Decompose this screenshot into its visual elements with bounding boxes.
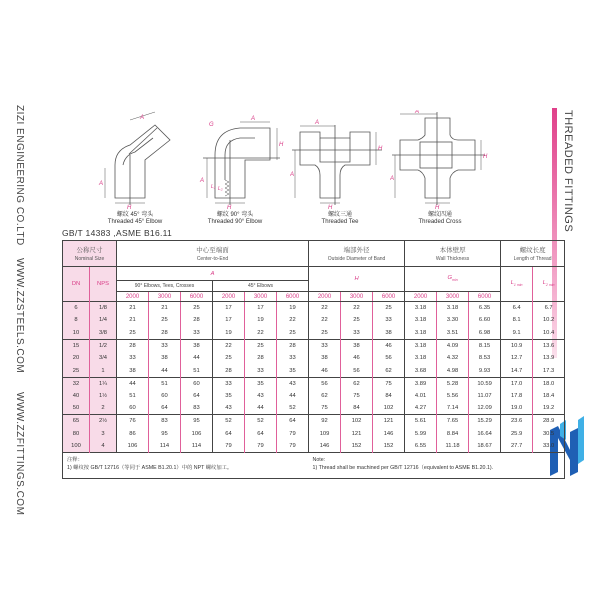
cell-h: 62 — [373, 364, 405, 377]
cell-l2: 19.2 — [533, 402, 565, 415]
svg-text:H: H — [328, 205, 333, 210]
cell-nps: 1¼ — [90, 377, 117, 390]
svg-text:A: A — [290, 172, 295, 178]
cell-h: 56 — [341, 364, 373, 377]
diagram-label-zh: 螺纹四通 — [427, 212, 452, 218]
cell-l1: 25.9 — [501, 427, 533, 440]
svg-text:A: A — [415, 110, 420, 115]
diagram-label-en: Threaded 90° Elbow — [207, 219, 263, 225]
header-nps: NPS — [90, 267, 117, 302]
cell-a45: 43 — [213, 402, 245, 415]
svg-text:A: A — [140, 115, 145, 121]
cell-h: 102 — [341, 415, 373, 428]
class-6000: 6000 — [373, 292, 405, 302]
cell-g: 3.18 — [405, 352, 437, 365]
cell-h: 62 — [309, 390, 341, 403]
cell-a90: 86 — [117, 427, 149, 440]
cell-g: 4.27 — [405, 402, 437, 415]
cell-a90: 51 — [181, 364, 213, 377]
cell-a45: 33 — [245, 364, 277, 377]
cell-h: 75 — [309, 402, 341, 415]
class-2000: 2000 — [405, 292, 437, 302]
cell-a90: 21 — [117, 314, 149, 327]
cell-g: 3.51 — [437, 327, 469, 340]
cell-h: 92 — [309, 415, 341, 428]
cell-a90: 33 — [181, 327, 213, 340]
cell-g: 3.18 — [437, 302, 469, 315]
cell-l2: 13.6 — [533, 339, 565, 352]
svg-text:H: H — [127, 205, 132, 210]
cell-g: 7.65 — [437, 415, 469, 428]
cell-a45: 52 — [213, 415, 245, 428]
cell-h: 146 — [373, 427, 405, 440]
cell-g: 5.28 — [437, 377, 469, 390]
header-l2-symbol: $L_{2 min}$ — [533, 267, 565, 302]
svg-text:H: H — [279, 142, 284, 148]
cell-a90: 25 — [181, 302, 213, 315]
cell-a45: 28 — [213, 364, 245, 377]
cell-h: 22 — [309, 302, 341, 315]
cell-l1: 6.4 — [501, 302, 533, 315]
cell-a45: 64 — [245, 427, 277, 440]
class-3000: 3000 — [437, 292, 469, 302]
cell-a90: 28 — [149, 327, 181, 340]
table-row — [63, 390, 565, 403]
cell-l1: 17.8 — [501, 390, 533, 403]
cell-g: 5.99 — [405, 427, 437, 440]
cell-a45: 28 — [245, 352, 277, 365]
cell-l2: 33.0 — [533, 440, 565, 453]
company-name: ZIZI ENGINEERING CO.LTD — [14, 105, 25, 246]
cell-h: 22 — [341, 302, 373, 315]
cell-l1: 9.1 — [501, 327, 533, 340]
cell-l2: 10.4 — [533, 327, 565, 340]
cell-nps: 1/4 — [90, 314, 117, 327]
cell-l2: 10.2 — [533, 314, 565, 327]
cell-a90: 44 — [181, 352, 213, 365]
cell-nps: 1½ — [90, 390, 117, 403]
svg-text:A: A — [251, 116, 256, 122]
table-row — [63, 352, 565, 365]
cell-a90: 64 — [181, 390, 213, 403]
cell-l2: 28.9 — [533, 415, 565, 428]
cell-h: 33 — [309, 339, 341, 352]
cell-h: 75 — [341, 390, 373, 403]
cell-l1: 17.0 — [501, 377, 533, 390]
cell-a90: 95 — [181, 415, 213, 428]
cell-g: 4.09 — [437, 339, 469, 352]
diagram-label-zh: 螺纹三通 — [327, 212, 352, 218]
header-center-to-end: 中心至端面 Center-to-End — [117, 241, 309, 267]
cell-nps: 3/4 — [90, 352, 117, 365]
dimensions-table — [62, 240, 565, 479]
cell-g: 9.93 — [469, 364, 501, 377]
cell-h: 102 — [373, 402, 405, 415]
cell-a45: 64 — [213, 427, 245, 440]
cell-h: 84 — [373, 390, 405, 403]
class-2000: 2000 — [213, 292, 245, 302]
cell-a45: 35 — [277, 364, 309, 377]
cell-g: 3.89 — [405, 377, 437, 390]
cell-h: 146 — [309, 440, 341, 453]
cell-a45: 17 — [213, 302, 245, 315]
cell-a45: 22 — [245, 327, 277, 340]
header-90-elbows: 90° Elbows, Tees, Crosses — [117, 281, 213, 292]
cell-dn: 32 — [63, 377, 90, 390]
cell-a90: 106 — [117, 440, 149, 453]
cell-a45: 79 — [277, 427, 309, 440]
cell-a90: 51 — [149, 377, 181, 390]
cross-drawing-icon — [390, 110, 490, 210]
cell-a45: 17 — [245, 302, 277, 315]
cell-a90: 33 — [117, 352, 149, 365]
cell-h: 46 — [373, 339, 405, 352]
cell-h: 56 — [309, 377, 341, 390]
cell-g: 7.14 — [437, 402, 469, 415]
cell-a45: 28 — [277, 339, 309, 352]
cell-h: 56 — [373, 352, 405, 365]
cell-a45: 33 — [277, 352, 309, 365]
cell-a45: 17 — [213, 314, 245, 327]
cell-a90: 60 — [149, 390, 181, 403]
cell-dn: 80 — [63, 427, 90, 440]
cell-a45: 25 — [245, 339, 277, 352]
cell-nps: 2½ — [90, 415, 117, 428]
cell-g: 3.18 — [405, 339, 437, 352]
header-a-symbol: A — [117, 267, 309, 281]
diagram-cross — [390, 110, 490, 225]
cell-nps: 3/8 — [90, 327, 117, 340]
cell-g: 3.18 — [405, 314, 437, 327]
cell-h: 152 — [341, 440, 373, 453]
cell-nps: 1/8 — [90, 302, 117, 315]
header-band-diameter: 端部外径 Outside Diameter of Band — [309, 241, 405, 267]
cell-a45: 79 — [213, 440, 245, 453]
class-3000: 3000 — [245, 292, 277, 302]
cell-a90: 44 — [149, 364, 181, 377]
cell-dn: 8 — [63, 314, 90, 327]
header-h-symbol: H — [309, 267, 405, 292]
cell-g: 16.64 — [469, 427, 501, 440]
svg-text:H: H — [227, 205, 232, 210]
cell-a45: 33 — [213, 377, 245, 390]
table-row — [63, 339, 565, 352]
svg-text:H: H — [435, 205, 440, 210]
table-row — [63, 402, 565, 415]
class-2000: 2000 — [309, 292, 341, 302]
cell-a45: 35 — [213, 390, 245, 403]
table-row — [63, 314, 565, 327]
cell-a45: 43 — [277, 377, 309, 390]
cell-a90: 28 — [181, 314, 213, 327]
website-link-zzfittings[interactable]: WWW.ZZFITTINGS.COM — [14, 392, 25, 516]
cell-a45: 52 — [277, 402, 309, 415]
tee-drawing-icon — [290, 110, 390, 210]
cell-dn: 40 — [63, 390, 90, 403]
cell-g: 4.32 — [437, 352, 469, 365]
website-link-zzsteels[interactable]: WWW.ZZSTEELS.COM — [14, 258, 25, 374]
cell-a90: 38 — [117, 364, 149, 377]
table-row — [63, 302, 565, 315]
cell-l2: 18.0 — [533, 377, 565, 390]
cell-h: 121 — [341, 427, 373, 440]
diagram-label-en: Threaded Tee — [321, 219, 359, 225]
svg-text:G: G — [209, 122, 214, 128]
diagram-tee — [290, 110, 390, 225]
elbow-45-drawing-icon — [85, 110, 185, 210]
svg-text:L₂: L₂ — [218, 186, 223, 192]
class-6000: 6000 — [181, 292, 213, 302]
cell-g: 6.60 — [469, 314, 501, 327]
cell-l1: 19.0 — [501, 402, 533, 415]
cell-a45: 64 — [277, 415, 309, 428]
cell-l2: 17.3 — [533, 364, 565, 377]
cell-h: 38 — [341, 339, 373, 352]
cell-a45: 22 — [277, 314, 309, 327]
cell-a90: 114 — [181, 440, 213, 453]
cell-g: 8.53 — [469, 352, 501, 365]
cell-l2: 30.5 — [533, 427, 565, 440]
cell-dn: 15 — [63, 339, 90, 352]
svg-text:A: A — [390, 176, 395, 182]
cell-a90: 83 — [181, 402, 213, 415]
cell-l2: 18.4 — [533, 390, 565, 403]
cell-a90: 114 — [149, 440, 181, 453]
cell-h: 121 — [373, 415, 405, 428]
svg-text:L₁: L₁ — [211, 184, 216, 190]
cell-h: 33 — [373, 314, 405, 327]
cell-g: 6.98 — [469, 327, 501, 340]
cell-a45: 25 — [277, 327, 309, 340]
cell-a45: 22 — [213, 339, 245, 352]
cell-h: 25 — [373, 302, 405, 315]
svg-text:A: A — [315, 120, 320, 126]
cell-dn: 25 — [63, 364, 90, 377]
cell-a90: 95 — [149, 427, 181, 440]
table-row — [63, 327, 565, 340]
cell-a90: 106 — [181, 427, 213, 440]
cell-h: 46 — [309, 364, 341, 377]
cell-nps: 2 — [90, 402, 117, 415]
cell-a90: 25 — [149, 314, 181, 327]
cell-g: 4.98 — [437, 364, 469, 377]
cell-a90: 33 — [149, 339, 181, 352]
cell-h: 152 — [373, 440, 405, 453]
header-nominal-size: 公称尺寸 Nominal Size — [63, 241, 117, 267]
cell-a90: 64 — [149, 402, 181, 415]
header-l1-symbol: $L_{1 min}$ — [501, 267, 533, 302]
cell-l1: 14.7 — [501, 364, 533, 377]
table-row — [63, 415, 565, 428]
notes-en: Note: 1) Thread shall be machined per GB/T 12716（equivalent to ASME B1.20.1). — [309, 453, 565, 479]
cell-h: 109 — [309, 427, 341, 440]
cell-nps: 1/2 — [90, 339, 117, 352]
cell-g: 15.29 — [469, 415, 501, 428]
class-6000: 6000 — [469, 292, 501, 302]
cell-g: 8.15 — [469, 339, 501, 352]
section-title: THREADED FITTINGS — [562, 110, 574, 233]
cell-g: 5.56 — [437, 390, 469, 403]
class-3000: 3000 — [341, 292, 373, 302]
cell-h: 84 — [341, 402, 373, 415]
cell-g: 18.67 — [469, 440, 501, 453]
cell-a90: 21 — [149, 302, 181, 315]
cell-l1: 27.7 — [501, 440, 533, 453]
cell-l1: 12.7 — [501, 352, 533, 365]
cell-g: 12.09 — [469, 402, 501, 415]
table-row — [63, 427, 565, 440]
cell-a90: 38 — [149, 352, 181, 365]
cell-a90: 28 — [117, 339, 149, 352]
table-row — [63, 440, 565, 453]
cell-a45: 25 — [213, 352, 245, 365]
cell-g: 8.84 — [437, 427, 469, 440]
cell-dn: 65 — [63, 415, 90, 428]
cell-h: 38 — [373, 327, 405, 340]
cell-a45: 19 — [213, 327, 245, 340]
elbow-90-drawing-icon — [185, 110, 285, 210]
cell-a45: 43 — [245, 390, 277, 403]
cell-a45: 19 — [277, 302, 309, 315]
cell-g: 11.18 — [437, 440, 469, 453]
header-g-symbol: $G_{min}$ — [405, 267, 501, 292]
svg-text:A: A — [99, 181, 104, 187]
cell-a45: 44 — [277, 390, 309, 403]
cell-a90: 83 — [149, 415, 181, 428]
header-wall-thickness: 本体壁厚 Wall Thickness — [405, 241, 501, 267]
cell-g: 3.18 — [405, 327, 437, 340]
cell-a90: 51 — [117, 390, 149, 403]
diagram-90-elbow — [185, 110, 285, 225]
table-row — [63, 364, 565, 377]
class-6000: 6000 — [277, 292, 309, 302]
cell-h: 75 — [373, 377, 405, 390]
cell-a90: 38 — [181, 339, 213, 352]
header-45-elbows: 45° Elbows — [213, 281, 309, 292]
table-row — [63, 377, 565, 390]
cell-dn: 6 — [63, 302, 90, 315]
cell-g: 3.68 — [405, 364, 437, 377]
cell-l1: 8.1 — [501, 314, 533, 327]
cell-a90: 25 — [117, 327, 149, 340]
diagram-label-zh: 螺纹 90° 弯头 — [216, 212, 254, 218]
cell-a90: 44 — [117, 377, 149, 390]
svg-text:A: A — [200, 178, 205, 184]
cell-a45: 79 — [245, 440, 277, 453]
cell-a45: 19 — [245, 314, 277, 327]
cell-h: 33 — [341, 327, 373, 340]
cell-a90: 76 — [117, 415, 149, 428]
cell-g: 3.30 — [437, 314, 469, 327]
cell-h: 46 — [341, 352, 373, 365]
cell-h: 25 — [341, 314, 373, 327]
diagram-label-en: Threaded 45° Elbow — [107, 219, 163, 225]
cell-l1: 23.6 — [501, 415, 533, 428]
diagram-label-en: Threaded Cross — [418, 219, 462, 225]
cell-h: 38 — [309, 352, 341, 365]
cell-a45: 44 — [245, 402, 277, 415]
cell-g: 6.35 — [469, 302, 501, 315]
cell-l1: 10.9 — [501, 339, 533, 352]
cell-l2: 6.7 — [533, 302, 565, 315]
cell-h: 22 — [309, 314, 341, 327]
cell-nps: 4 — [90, 440, 117, 453]
cell-h: 25 — [309, 327, 341, 340]
header-thread-length: 螺纹长度 Length of Thread — [501, 241, 565, 267]
cell-g: 6.55 — [405, 440, 437, 453]
cell-a90: 21 — [117, 302, 149, 315]
class-2000: 2000 — [117, 292, 149, 302]
cell-a45: 79 — [277, 440, 309, 453]
cell-a45: 35 — [245, 377, 277, 390]
cell-g: 4.01 — [405, 390, 437, 403]
standard-label: GB/T 14383 ,ASME B16.11 — [62, 228, 173, 238]
diagram-label-zh: 螺纹 45° 弯头 — [116, 212, 154, 218]
cell-dn: 10 — [63, 327, 90, 340]
cell-g: 11.07 — [469, 390, 501, 403]
cell-g: 5.61 — [405, 415, 437, 428]
cell-a90: 60 — [117, 402, 149, 415]
svg-text:H: H — [483, 154, 488, 160]
header-dn: DN — [63, 267, 90, 302]
cell-dn: 100 — [63, 440, 90, 453]
cell-g: 10.59 — [469, 377, 501, 390]
cell-l2: 13.9 — [533, 352, 565, 365]
fitting-diagrams — [85, 110, 488, 225]
cell-nps: 3 — [90, 427, 117, 440]
class-3000: 3000 — [149, 292, 181, 302]
cell-dn: 20 — [63, 352, 90, 365]
diagram-45-elbow — [85, 110, 185, 225]
svg-text:H: H — [378, 146, 383, 152]
cell-g: 3.18 — [405, 302, 437, 315]
notes-zh: 注释： 1) 螺纹按 GB/T 12716（等同于 ASME B1.20.1）中的 NPT 螺纹加工。 — [63, 453, 309, 479]
cell-nps: 1 — [90, 364, 117, 377]
cell-h: 62 — [341, 377, 373, 390]
cell-dn: 50 — [63, 402, 90, 415]
cell-a90: 60 — [181, 377, 213, 390]
cell-a45: 52 — [245, 415, 277, 428]
